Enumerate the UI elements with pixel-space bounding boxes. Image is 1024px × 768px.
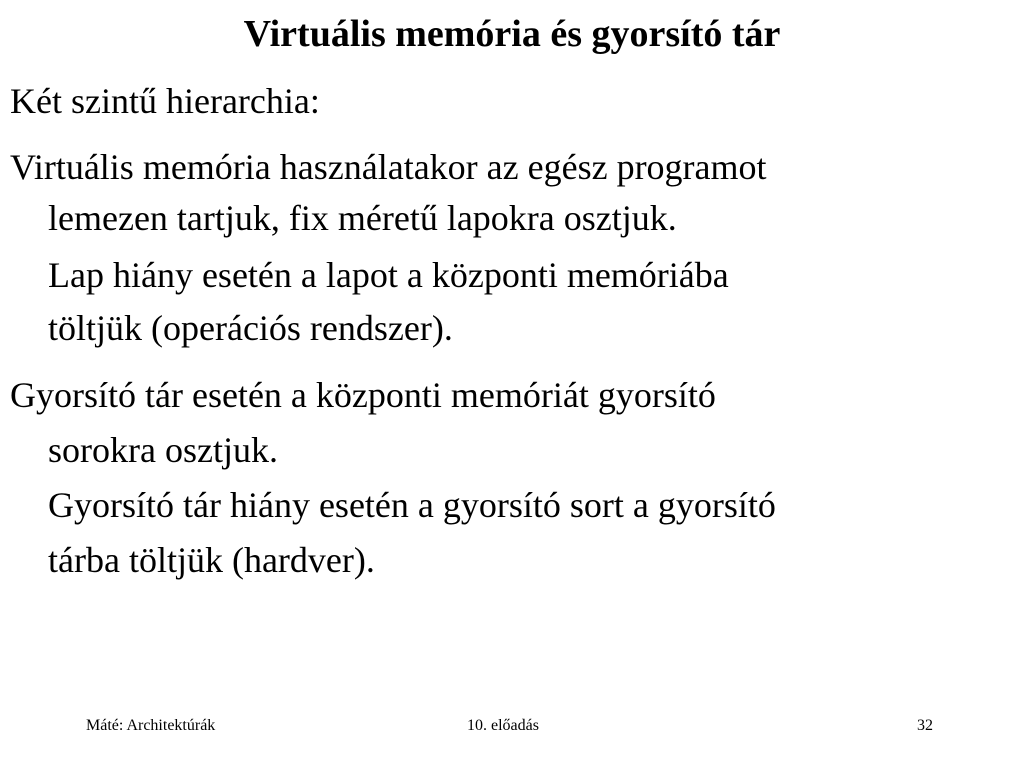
virtual-memory-line-4: töltjük (operációs rendszer). — [48, 308, 453, 348]
cache-line-1: Gyorsító tár esetén a központi memóriát gyorsító — [10, 375, 716, 415]
footer-author-course: Máté: Architektúrák — [86, 717, 216, 734]
footer-lecture: 10. előadás — [467, 717, 539, 734]
cache-line-2: sorokra osztjuk. — [48, 430, 278, 470]
footer-page-number: 32 — [917, 717, 933, 734]
cache-line-4: tárba töltjük (hardver). — [48, 540, 375, 580]
cache-line-3: Gyorsító tár hiány esetén a gyorsító sort a gyorsító — [48, 485, 776, 525]
virtual-memory-line-2: lemezen tartjuk, fix méretű lapokra osztjuk. — [48, 198, 677, 238]
intro-text: Két szintű hierarchia: — [10, 81, 320, 121]
slide-title: Virtuális memória és gyorsító tár — [243, 13, 781, 55]
virtual-memory-line-1: Virtuális memória használatakor az egész programot — [10, 147, 767, 187]
virtual-memory-line-3: Lap hiány esetén a lapot a központi memóriába — [48, 255, 729, 295]
